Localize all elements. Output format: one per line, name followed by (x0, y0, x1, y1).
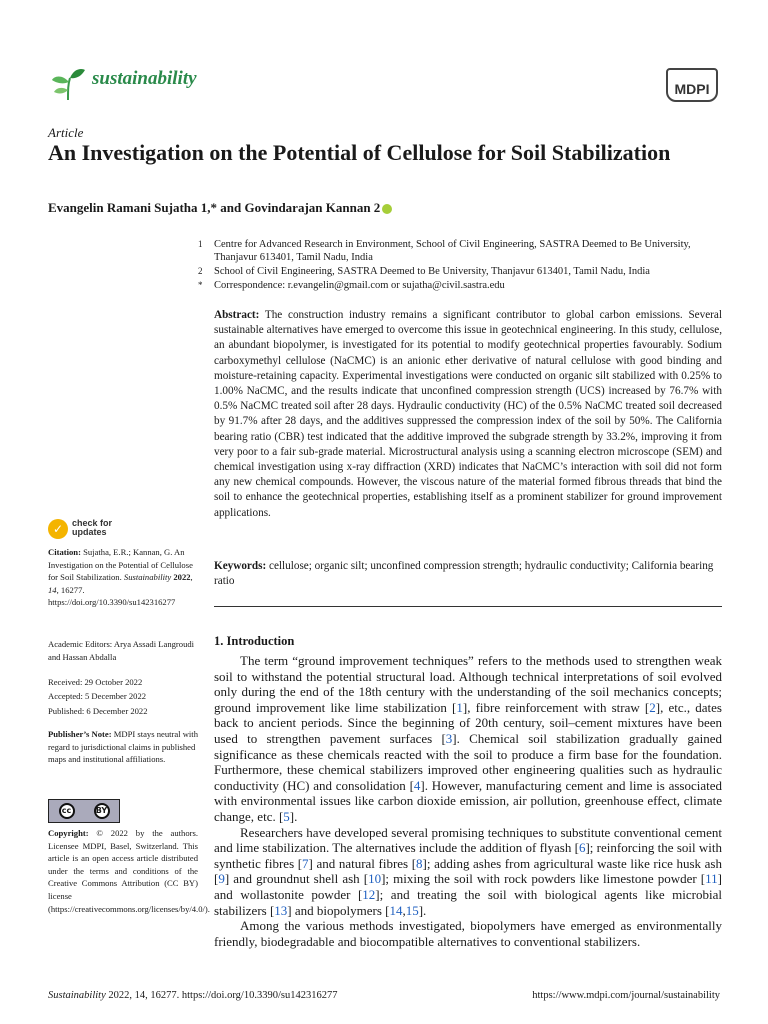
abstract-label: Abstract: (214, 309, 260, 321)
copyright: Copyright: © 2022 by the authors. Licensee MDPI, Basel, Switzerland. This article is an open access article distributed under the terms and conditions of the Creative Commons Attribution (CC BY) license (https://creativecommons.org/licenses/by/4.0/). (48, 828, 210, 914)
article-title: An Investigation on the Potential of Cellulose for Soil Stabilization (48, 140, 671, 165)
divider (214, 606, 722, 607)
paragraph: The term “ground improvement techniques” refers to the methods used to strengthen weak soil to withstand the potential structural load. Although technical interpretations of soil evolved only during the end of the 18th century with the understanding of the soil mechanics concepts; ground improvement like lime stabilization [1], fibre reinforcement with straw [2], etc., dates back to ancient periods. Since the beginning of 20th century, soil–cement mixtures have been used to strengthen pavement surfaces [3]. Chemical soil stabilization gradually gained significance as these chemicals reacted with the soil to produce a firm base for the foundation. Furthermore, these chemical stabilizers improved other engineering qualities such as hydraulic conductivity (HC) and consolidation [4]. However, manufacturing cement and lime is associated with environmental issues like carbon dioxide emission, air pollution, greenhouse effect, climate change, etc. [5]. (214, 653, 723, 824)
affiliation-mark: 2 (198, 266, 203, 276)
keywords-label: Keywords: (214, 560, 267, 572)
check-updates-label: check for updates (72, 518, 113, 537)
affiliation-2 (198, 265, 724, 278)
affiliation-mark: 1 (198, 239, 203, 249)
authors-text: Evangelin Ramani Sujatha 1,* and Govindarajan Kannan 2 (48, 200, 381, 215)
publisher-note: Publisher’s Note: MDPI stays neutral with regard to jurisdictional claims in published maps and institutional affiliations. (48, 729, 198, 765)
abstract (214, 308, 722, 521)
paragraph: Researchers have developed several promising techniques to substitute conventional cement and lime stabilization. The alternatives include the addition of flyash [6]; reinforcing the soil with synthetic fibres [7] and natural fibres [8]; adding ashes from agricultural waste like rice husk ash [9] and groundnut shell ash [10]; mixing the soil with rock powders like limestone powder [11] and wollastonite powder [12]; and treating the soil with biological agents like microbial stabilizers [13] and biopolymers [14,15]. (214, 824, 722, 918)
abstract-text: The construction industry remains a significant contributor to global carbon emissions. Several sustainable alternatives have emerged to overcome this issue in geotechnical engineering. In this study, cellulose, an abundant biopolymer, is investigated for its potential to modify geotechnical properties favourably. Sodium carboxymethyl cellulose (NaCMC) is an anionic ether derivative of natural cellulose with good binding and moisture-retaining capacity. Experimental investigations were conducted on organic silt stabilized with 0.25% to 1.00% NaCMC, and the results indicate that unconfined compression strength (UCS) increased by 76.7% with 0.5% NaCMC treated soil after 28 days. Hydraulic conductivity (HC) of the 0.5% NaCMC treated soil decreased by 91.7% after 28 days, and the additives suppressed the compression index of the soil by 50%. The California bearing ratio (CBR) test indicated that the additive improved the subgrade strength by 33.2%, improving it from very poor to a fair sub-grade material. Microstructural analysis using a scanning electron microscope (SEM) and chemical investigation using x-ray diffraction (XRD) indicates that NaCMC’s interaction with soil did not form any new chemical compounds. However, the viscous nature of the material formed fibrous threads that bind the soil to enhance the geotechnical properties, establishing itself as a prominent stabilizer for ground improvement applications. (214, 309, 722, 519)
published-date: Published: 6 December 2022 (48, 706, 148, 716)
author-list (48, 200, 392, 216)
check-icon: ✓ (48, 519, 68, 539)
introduction-body (214, 653, 722, 949)
section-heading: 1. Introduction (214, 634, 295, 648)
publisher-logo: MDPI (666, 68, 718, 102)
citation: Citation: Sujatha, E.R.; Kannan, G. An Investigation on the Potential of Cellulose for Soil Stabilization. Sustainability 2022, 14, 16277. https://doi.org/10.3390/su142316277 (48, 547, 193, 608)
accepted-date: Accepted: 5 December 2022 (48, 691, 147, 701)
affiliation-text: School of Civil Engineering, SASTRA Deemed to Be University, Thanjavur 613401, Tamil Nadu, India (214, 266, 650, 277)
correspondence (198, 279, 724, 292)
journal-logo-icon (48, 64, 88, 102)
journal-name: sustainability (92, 68, 197, 89)
affiliation-text: Centre for Advanced Research in Environment, School of Civil Engineering, SASTRA Deemed to Be University, Thanjavur 613401, Tamil Nadu, India (214, 239, 691, 263)
paragraph: Among the various methods investigated, biopolymers have emerged as environmentally friendly, biodegradable and biocompatible alternatives to conventional stabilizers. (214, 918, 722, 949)
check-for-updates-button[interactable] (48, 519, 118, 543)
received-date: Received: 29 October 2022 (48, 677, 143, 687)
by-icon: BY (94, 803, 110, 819)
orcid-icon[interactable] (382, 204, 392, 214)
correspondence-text: Correspondence: r.evangelin@gmail.com or sujatha@civil.sastra.edu (214, 280, 505, 291)
affiliation-1 (198, 238, 724, 264)
academic-editors: Academic Editors: Arya Assadi Langroudi and Hassan Abdalla (48, 639, 195, 662)
keywords (214, 559, 722, 589)
cc-license-badge[interactable] (48, 799, 120, 823)
footer-url[interactable]: https://www.mdpi.com/journal/sustainability (532, 990, 720, 1001)
footer-citation: Sustainability 2022, 14, 16277. https://doi.org/10.3390/su142316277 (48, 990, 338, 1001)
article-type: Article (48, 125, 84, 140)
cc-icon: cc (59, 803, 75, 819)
affiliation-mark: * (198, 280, 203, 290)
keywords-text: cellulose; organic silt; unconfined compression strength; hydraulic conductivity; California bearing ratio (214, 560, 714, 587)
